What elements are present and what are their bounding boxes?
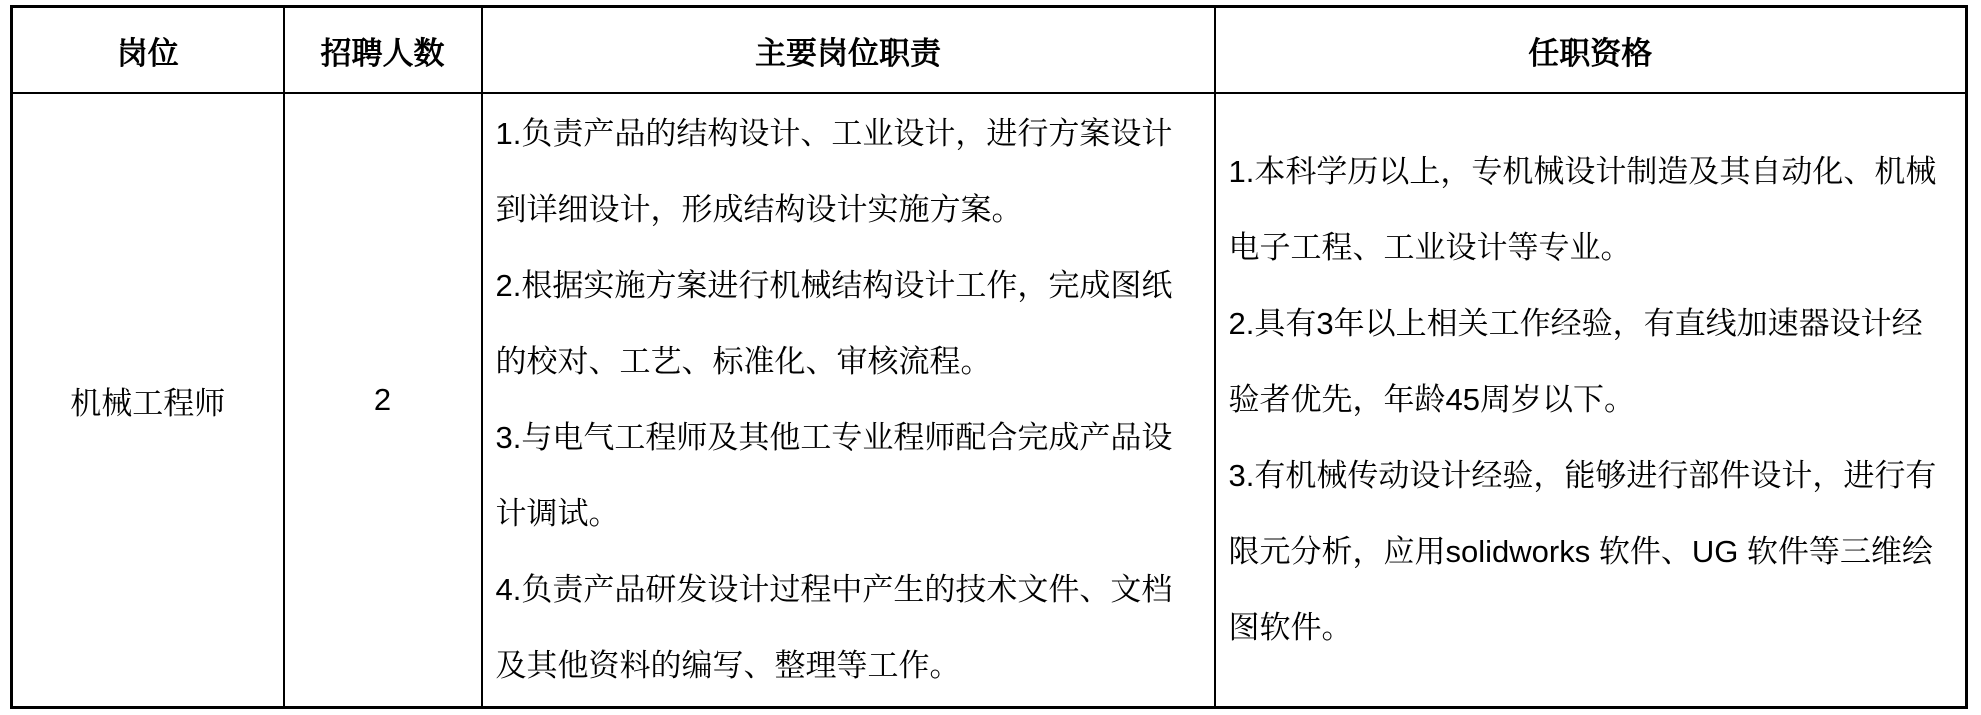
table-header-row [12,7,1967,94]
cell-headcount: 2 [284,93,482,708]
cell-duties [482,93,1215,708]
duty-item: 4.负责产品研发设计过程中产生的技术文件、文档及其他资料的编写、整理等工作。 [495,572,1173,683]
header-headcount: 招聘人数 [284,7,482,94]
header-qualifications: 任职资格 [1215,7,1967,94]
table-row [12,93,1967,708]
qualification-item: 2.具有3年以上相关工作经验，有直线加速器设计经验者优先，年龄45周岁以下。 [1228,306,1923,417]
qualification-item: 1.本科学历以上，专机械设计制造及其自动化、机械电子工程、工业设计等专业。 [1228,154,1937,265]
recruitment-table [10,5,1968,709]
cell-qualifications [1215,93,1967,708]
duty-item: 2.根据实施方案进行机械结构设计工作，完成图纸的校对、工艺、标准化、审核流程。 [495,268,1173,379]
duty-item: 3.与电气工程师及其他工专业程师配合完成产品设计调试。 [495,420,1173,531]
cell-position: 机械工程师 [12,93,284,708]
header-position: 岗位 [12,7,284,94]
qualification-item: 3.有机械传动设计经验，能够进行部件设计，进行有限元分析，应用solidworks 软件、UG 软件等三维绘图软件。 [1228,458,1937,645]
duty-item: 1.负责产品的结构设计、工业设计，进行方案设计到详细设计，形成结构设计实施方案。 [495,116,1173,227]
header-duties: 主要岗位职责 [482,7,1215,94]
